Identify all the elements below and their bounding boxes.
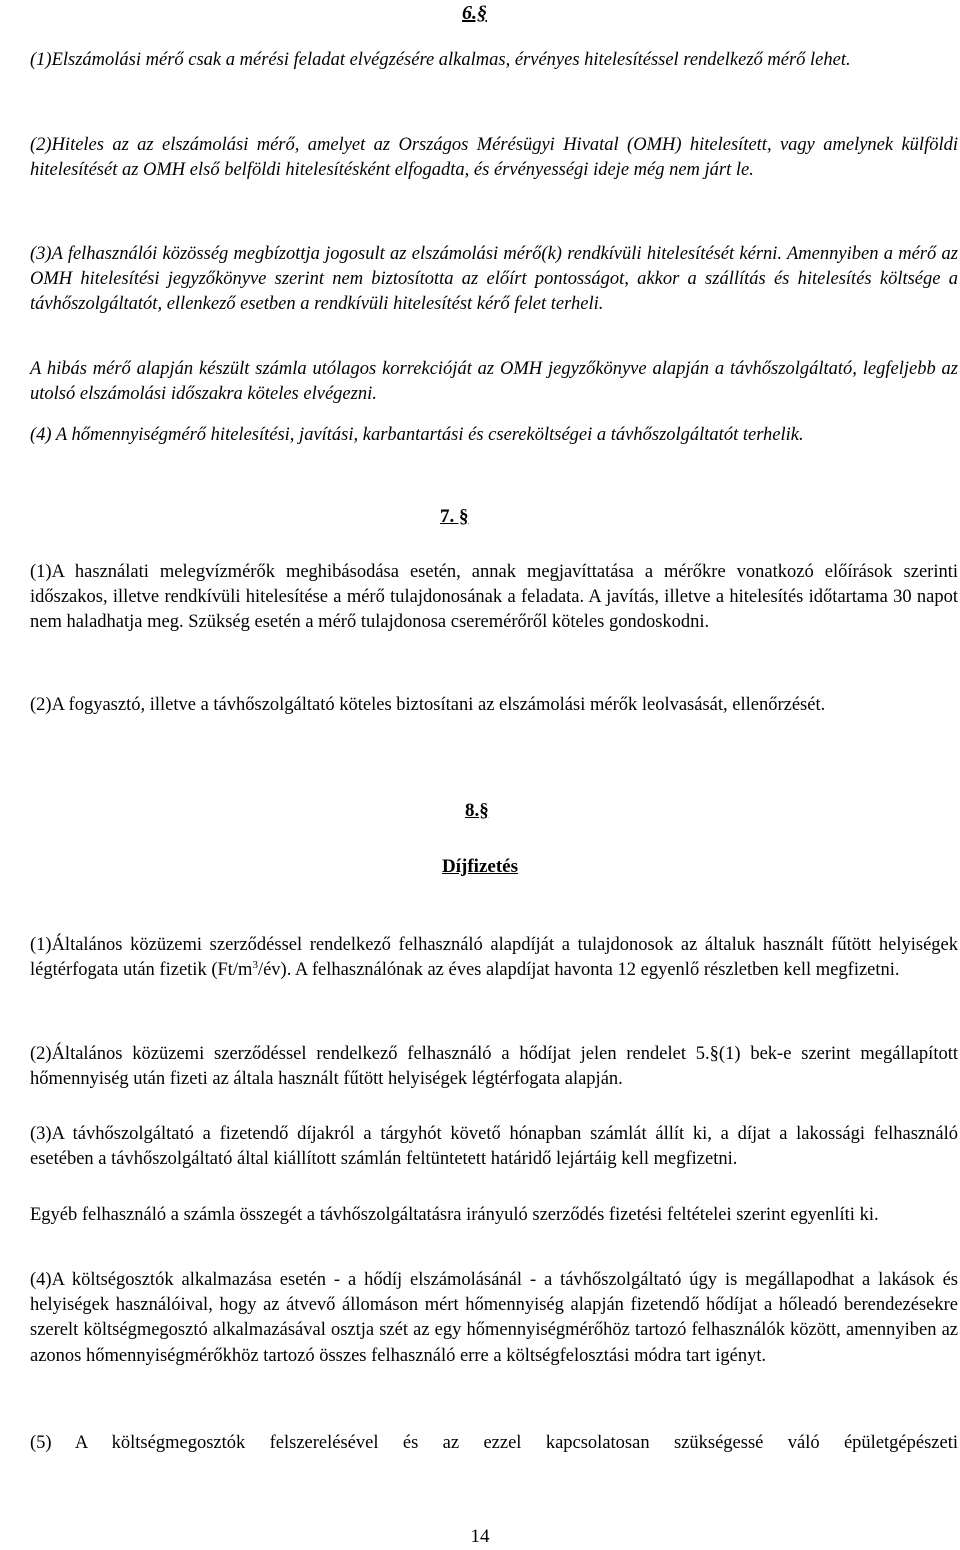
section-6-paragraph-5: (4) A hőmennyiségmérő hitelesítési, javítási, karbantartási és csereköltségei a távhőszolgáltatót terhelik. [30,425,804,445]
section-6-paragraph-1: (1)Elszámolási mérő csak a mérési feladat elvégzésére alkalmas, érvényes hitelesítéssel rendelkező mérő lehet. [30,50,851,70]
section-6-paragraph-2: (2)Hiteles az az elszámolási mérő, amelyet az Országos Mérésügyi Hivatal (OMH) hitelesített, vagy amelynek külföldi hitelesítését az OMH első belföldi hitelesítésként elfogadta, és érvényességi ideje még nem járt le. [30,135,958,181]
section-8-paragraph-3: (3)A távhőszolgáltató a fizetendő díjakról a tárgyhót követő hónapban számlát állít ki, a díjat a lakossági felhasználó esetében a távhőszolgáltató által kiállított számlán feltüntetett határidő lejártáig kell megfizetni. [30,1124,958,1170]
section-8-paragraph-3-continued: Egyéb felhasználó a számla összegét a távhőszolgáltatásra irányuló szerződés fizetési feltételei szerint egyenlíti ki. [30,1205,879,1225]
page-number: 14 [470,1526,490,1547]
section-8-paragraph-2: (2)Általános közüzemi szerződéssel rendelkező felhasználó a hődíjat jelen rendelet 5.§(1) bek-e szerint megállapított hőmennyiség után fizeti az általa használt fűtött helyiségek légtérfogata alapján. [30,1044,958,1090]
section-8-paragraph-1: (1)Általános közüzemi szerződéssel rendelkező felhasználó alapdíját a tulajdonosok az általuk használt fűtött helyiségek légtérfogata után fizetik $(Ft/m^3/év)$. A felhasználónak az éves alapdíjat havonta 12 egyenlő részletben kell megfizetni. [30,935,958,981]
section-6-heading: 6.§ [462,2,487,24]
section-6-paragraph-4: A hibás mérő alapján készült számla utólagos korrekcióját az OMH jegyzőkönyve alapján a távhőszolgáltató, legfeljebb az utolsó elszámolási időszakra köteles elvégezni. [30,359,958,405]
section-6-paragraph-3: (3)A felhasználói közösség megbízottja jogosult az elszámolási mérő(k) rendkívüli hitelesítését kérni. Amennyiben a mérő az OMH hitelesítési jegyzőkönyve szerint nem biztosította az előírt pontosságot, akkor a szállítás és hitelesítés költsége a távhőszolgáltatót, ellenkező esetben a rendkívüli hitelesítést kérő felet terheli. [30,244,958,315]
section-8-paragraph-5: (5) A költségmegosztók felszerelésével és az ezzel kapcsolatosan szükségessé váló épületgépészeti [30,1433,958,1453]
section-8-title: Díjfizetés [442,856,518,877]
section-8-heading: 8.§ [465,800,489,821]
section-8-paragraph-4: (4)A költségosztók alkalmazása esetén - a hődíj elszámolásánál - a távhőszolgáltató úgy is megállapodhat a lakások és helyiségek használóival, hogy az átvevő állomáson mért hőmennyiség alapján fizetendő hődíjat a hőleadó berendezésekre szerelt költségmegosztó alkalmazásával osztja szét az egy hőmennyiségmérőhöz tartozó felhasználók között, amennyiben az azonos hőmennyiségmérőkhöz tartozó összes felhasználó erre a költségfelosztási módra tart igényt. [30,1270,958,1366]
section-7-heading: 7. § [440,506,469,527]
section-7-paragraph-2: (2)A fogyasztó, illetve a távhőszolgáltató köteles biztosítani az elszámolási mérők leolvasását, ellenőrzését. [30,695,826,715]
section-7-paragraph-1: (1)A használati melegvízmérők meghibásodása esetén, annak megjavíttatása a mérőkre vonatkozó előírások szerinti időszakos, illetve rendkívüli hitelesítése a mérő tulajdonosának a feladata. A javítás, illetve a hitelesítés időtartama 30 napot nem haladhatja meg. Szükség esetén a mérő tulajdonosa cseremérőről köteles gondoskodni. [30,562,958,633]
